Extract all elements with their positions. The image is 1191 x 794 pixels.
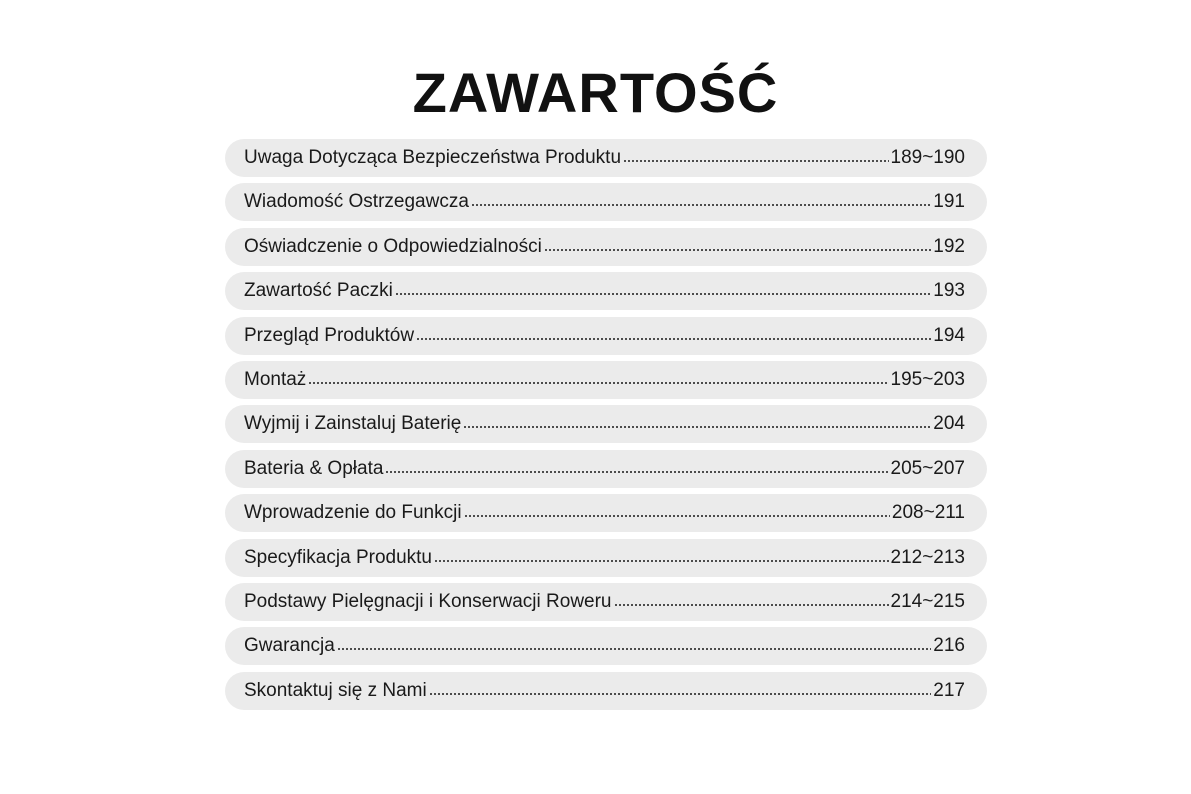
dot-leader: [614, 603, 889, 607]
toc-entry-page: 192: [933, 235, 965, 257]
toc-entry-warranty[interactable]: [225, 627, 987, 665]
dot-leader: [308, 381, 888, 385]
table-of-contents: [225, 139, 987, 716]
dot-leader: [544, 248, 931, 252]
toc-entry-label: Skontaktuj się z Nami: [244, 679, 427, 701]
dot-leader: [416, 337, 931, 341]
toc-entry-page: 194: [933, 324, 965, 346]
dot-leader: [337, 647, 931, 651]
toc-entry-label: Wiadomość Ostrzegawcza: [244, 191, 469, 213]
toc-entry-label: Montaż: [244, 368, 307, 390]
toc-entry-contact[interactable]: [225, 672, 987, 710]
toc-entry-page: 195~203: [890, 368, 965, 390]
toc-entry-page: 191: [933, 191, 965, 213]
dot-leader: [395, 292, 931, 296]
toc-entry-label: Oświadczenie o Odpowiedzialności: [244, 235, 542, 257]
toc-entry-battery-charging[interactable]: [225, 450, 987, 488]
toc-entry-functions[interactable]: [225, 494, 987, 532]
toc-entry-page: 189~190: [890, 147, 965, 168]
toc-entry-label: Bateria & Opłata: [244, 457, 384, 479]
toc-entry-label: Podstawy Pielęgnacji i Konserwacji Roweru: [244, 590, 612, 612]
toc-entry-page: 208~211: [891, 502, 965, 524]
dot-leader: [434, 559, 889, 563]
toc-entry-battery-install[interactable]: [225, 405, 987, 443]
toc-entry-label: Wprowadzenie do Funkcji: [244, 502, 462, 524]
toc-entry-warning[interactable]: [225, 183, 987, 221]
dot-leader: [471, 203, 931, 207]
toc-entry-label: Przegląd Produktów: [244, 324, 415, 346]
toc-entry-page: 214~215: [890, 590, 965, 612]
dot-leader: [385, 470, 888, 474]
toc-entry-product-overview[interactable]: [225, 317, 987, 355]
toc-entry-page: 217: [933, 679, 965, 701]
toc-entry-safety[interactable]: [225, 139, 987, 177]
toc-entry-page: 212~213: [890, 546, 965, 568]
toc-entry-page: 216: [933, 635, 965, 657]
toc-entry-page: 204: [933, 413, 965, 435]
toc-entry-label: Gwarancja: [244, 635, 335, 657]
toc-entry-assembly[interactable]: [225, 361, 987, 399]
dot-leader: [464, 514, 890, 518]
dot-leader: [429, 692, 932, 696]
toc-entry-label: Specyfikacja Produktu: [244, 546, 432, 568]
toc-entry-page: 193: [933, 280, 965, 302]
toc-entry-package-contents[interactable]: [225, 272, 987, 310]
dot-leader: [623, 159, 888, 163]
toc-entry-label: Zawartość Paczki: [244, 280, 393, 302]
toc-entry-page: 205~207: [890, 457, 965, 479]
page-title: ZAWARTOŚĆ: [412, 61, 779, 124]
toc-entry-label: Uwaga Dotycząca Bezpieczeństwa Produktu: [244, 147, 622, 168]
toc-entry-specifications[interactable]: [225, 539, 987, 577]
dot-leader: [463, 425, 931, 429]
toc-entry-label: Wyjmij i Zainstaluj Baterię: [244, 413, 462, 435]
toc-entry-disclaimer[interactable]: [225, 228, 987, 266]
toc-entry-maintenance[interactable]: [225, 583, 987, 621]
